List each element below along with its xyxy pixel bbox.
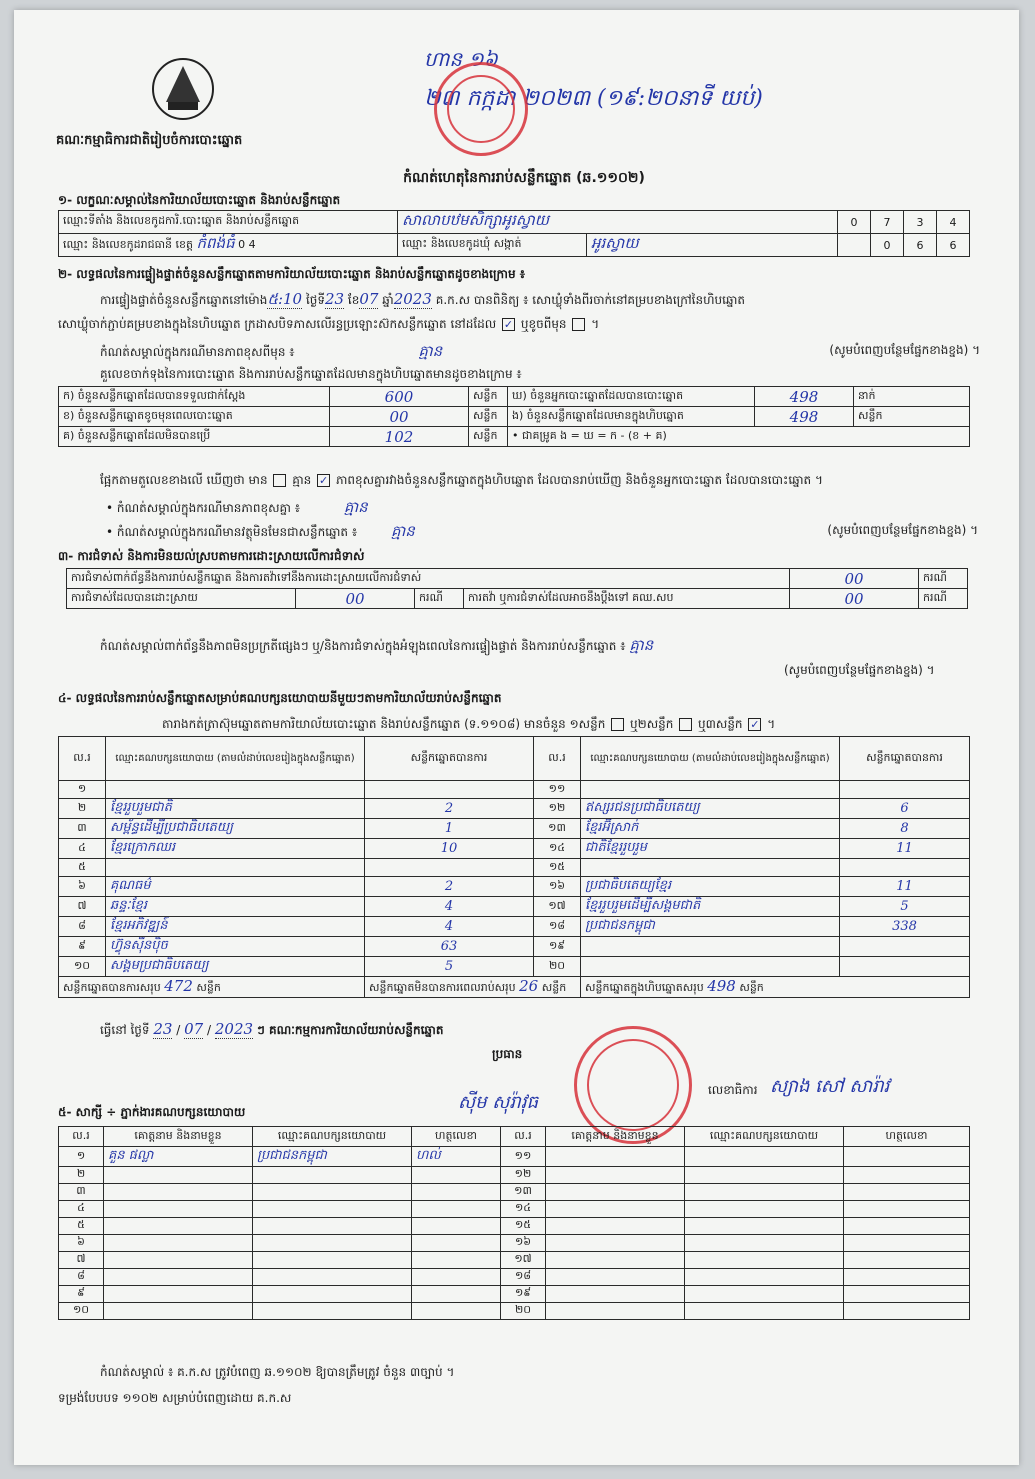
party-votes (840, 957, 970, 977)
total-valid: សន្លឹកឆ្នោតបានការសរុប 472 សន្លឹក (59, 977, 365, 998)
party-row (59, 877, 970, 897)
witness-signature (412, 1218, 501, 1235)
witness-name: គួន ផល្លា (104, 1147, 253, 1167)
witness-no: ១៥ (501, 1218, 546, 1235)
checkbox-damaged[interactable] (572, 318, 585, 331)
form-title: កំណត់ហេតុនៃការរាប់សន្លឹកឆ្នោត (ឆ.១១០២) (403, 170, 645, 186)
witness-party (685, 1286, 844, 1303)
witness-party (253, 1303, 412, 1320)
party-no: ៦ (59, 877, 106, 897)
witness-row (59, 1167, 970, 1184)
party-name: សង្គមប្រជាធិបតេយ្យ (106, 957, 365, 977)
party-votes: 338 (840, 917, 970, 937)
party-name: ឆន្ទៈខ្មែរ (106, 897, 365, 917)
party-no: ២ (59, 799, 106, 819)
witness-row (59, 1269, 970, 1286)
witness-party (253, 1252, 412, 1269)
handwritten-note-2: ២៣ កក្កដា ២០២៣ (១៩:២០នាទី យប់) (424, 86, 763, 111)
party-votes (840, 781, 970, 799)
witness-signature (844, 1167, 970, 1184)
witness-signature (412, 1201, 501, 1218)
witness-party (685, 1147, 844, 1167)
official-seal-top (434, 62, 528, 156)
witness-signature (412, 1286, 501, 1303)
party-no: ៤ (59, 839, 106, 859)
witness-name (104, 1167, 253, 1184)
witness-name (104, 1201, 253, 1218)
checkbox-has-diff[interactable] (273, 474, 286, 487)
party-name: ខ្មែររួបរួមជាតិ (106, 799, 365, 819)
party-votes: 5 (365, 957, 534, 977)
party-no: ១៥ (534, 859, 581, 877)
party-votes (840, 937, 970, 957)
party-no: ៧ (59, 897, 106, 917)
party-votes: 11 (840, 877, 970, 897)
witness-party (253, 1286, 412, 1303)
party-votes (365, 781, 534, 799)
witness-name (546, 1201, 685, 1218)
witness-party (253, 1167, 412, 1184)
party-no: ២០ (534, 957, 581, 977)
witness-name (546, 1147, 685, 1167)
section4-heading: ៤- លទ្ធផលនៃការរាប់សន្លឹកឆ្នោតសម្រាប់គណបក្សនយោបាយនីមួយៗតាមការិយាល័យរាប់សន្លឹកឆ្នោត (58, 691, 502, 705)
witness-name (546, 1184, 685, 1201)
witness-name (546, 1286, 685, 1303)
party-name: ខ្មែរអភិវឌ្ឍន៍ (106, 917, 365, 937)
verification-line: ការផ្ទៀងផ្ទាត់ចំនួនសន្លឹកឆ្នោតនៅម៉ោង៥:10 ថ្ងៃទី23 ខែ07 ឆ្នាំ2023 គ.ក.ស បានពិនិត្យ ៖ សោឃ្លុំទាំងពីរចាក់នៅគម្របខាងក្រៅនៃហិបឆ្នោត (100, 290, 746, 308)
checkbox-no-diff[interactable]: ✓ (319, 474, 329, 487)
location-label: ឈ្មោះទីតាំង និងលេខកូដការិ.បោះឆ្នោត និងរាប់សន្លឹកឆ្នោត (59, 211, 398, 234)
witness-name (546, 1303, 685, 1320)
section3-heading: ៣- ការជំទាស់ និងការមិនយល់ស្របតាមការដោះស្រាយលើការជំទាស់ (58, 549, 365, 563)
party-name: ប្រជាជនកម្ពុជា (581, 917, 840, 937)
witness-no: ៩ (59, 1286, 104, 1303)
section2-heading: ២- លទ្ធផលនៃការផ្ទៀងផ្ទាត់ចំនួនសន្លឹកឆ្នោតតាមការិយាល័យបោះឆ្នោត និងរាប់សន្លឹកឆ្នោតដូចខាងក្រោម ៖ (58, 267, 526, 281)
party-votes: 2 (365, 799, 534, 819)
lock-check-line: សោឃ្លុំចាក់ភ្ជាប់គម្របខាងក្នុងនៃហិបឆ្នោត ក្រដាសបិទភាសលើរន្ធប្រឡោះស៊កសន្លឹកឆ្នោត នៅដដែល ✓ ឬខូចពីមុន ។ (58, 317, 600, 331)
party-name (106, 781, 365, 799)
witness-name (546, 1269, 685, 1286)
location-code-3: 3 (904, 211, 937, 234)
party-name: ខ្មែររួបរួមដើម្បីសង្គមជាតិ (581, 897, 840, 917)
witness-signature (844, 1235, 970, 1252)
party-name: គុណធម៌ (106, 877, 365, 897)
irregularity-note: កំណត់សម្គាល់ពាក់ព័ន្ធនឹងភាពមិនប្រក្រតីផ្សេងៗ ឬ/និងការជំទាស់ក្នុងអំឡុងពេលនៃការផ្ទៀងផ្ទាត់ និងការរាប់សន្លឹកឆ្នោត ៖ គ្មាន (100, 636, 654, 654)
party-row (59, 957, 970, 977)
party-row (59, 781, 970, 799)
witness-no: ៨ (59, 1269, 104, 1286)
witness-party (685, 1235, 844, 1252)
section5-heading: ៥- សាក្សី ÷ ភ្នាក់ងារគណបក្សនយោបាយ (58, 1105, 246, 1119)
witness-signature (412, 1184, 501, 1201)
party-votes: 63 (365, 937, 534, 957)
witness-row (59, 1235, 970, 1252)
witness-party (685, 1167, 844, 1184)
commune-label: ឈ្មោះ និងលេខកូដឃុំ សង្កាត់ (398, 234, 587, 257)
witness-party (685, 1303, 844, 1320)
party-no: ១៩ (534, 937, 581, 957)
province-label: ឈ្មោះ និងលេខកូដរាជធានី ខេត្ត កំពង់ធំ 0 4 (59, 234, 398, 257)
witness-party (685, 1269, 844, 1286)
witness-signature (844, 1147, 970, 1167)
witness-row (59, 1218, 970, 1235)
witness-name (546, 1252, 685, 1269)
witness-signature (844, 1269, 970, 1286)
discrepancy-check: ផ្អែកតាមតួលេខខាងលើ ឃើញថា មាន គ្មាន ✓ ភាពខុសគ្នារវាងចំនួនសន្លឹកឆ្នោតក្នុងហិបឆ្នោត ដែលបានរាប់ឃើញ និងចំនួនអ្នកបោះឆ្នោត ដែលបានបោះឆ្នោត ។ (100, 473, 823, 487)
handwritten-note-1: ហាន ១៦ (424, 47, 498, 71)
party-row (59, 937, 970, 957)
party-name: ជាតិខ្មែររួបរួម (581, 839, 840, 859)
party-votes: 5 (840, 897, 970, 917)
witness-no: ៤ (59, 1201, 104, 1218)
section1-table: ឈ្មោះទីតាំង និងលេខកូដការិ.បោះឆ្នោត និងរាប់សន្លឹកឆ្នោត សាលាបឋមសិក្សាអូរស្វាយ 0 7 3 4 ឈ្មោះ និងលេខកូដរាជធានី ខេត្ត កំពង់ធំ 0 4 ឈ្មោះ និងលេខកូដឃុំ សង្កាត់ អូរស្វាយ 0 6 6 (58, 210, 970, 257)
total-in-box: សន្លឹកឆ្នោតក្នុងហិបឆ្នោតសរុប 498 សន្លឹក (581, 977, 970, 998)
count-row: ក) ចំនួនសន្លឹកឆ្នោតដែលបានទទួលជាក់ស្ដែង 600 សន្លឹក ឃ) ចំនួនអ្នកបោះឆ្នោតដែលបានបោះឆ្នោត 498 នាក់ (59, 387, 970, 407)
witness-signature (412, 1235, 501, 1252)
witness-no: ៧ (59, 1252, 104, 1269)
party-votes (840, 859, 970, 877)
party-name: ហ៊្វុនស៊ីនប៉ិច (106, 937, 365, 957)
party-name (581, 781, 840, 799)
party-no: ១៤ (534, 839, 581, 859)
section1-heading: ១- លក្ខណៈសម្គាល់នៃការិយាល័យបោះឆ្នោត និងរាប់សន្លឹកឆ្នោត (58, 193, 341, 207)
witness-party (685, 1218, 844, 1235)
witness-no: ១៤ (501, 1201, 546, 1218)
witness-no: ១៨ (501, 1269, 546, 1286)
party-name (106, 859, 365, 877)
party-votes: 4 (365, 897, 534, 917)
witness-no: ១៩ (501, 1286, 546, 1303)
party-votes: 4 (365, 917, 534, 937)
witness-name (546, 1235, 685, 1252)
witness-party (253, 1269, 412, 1286)
witness-no: ១០ (59, 1303, 104, 1320)
witness-name (104, 1235, 253, 1252)
party-no: ១៣ (534, 819, 581, 839)
witness-name (104, 1218, 253, 1235)
party-no: ៣ (59, 819, 106, 839)
party-row (59, 819, 970, 839)
witness-no: ៣ (59, 1184, 104, 1201)
witness-name (104, 1184, 253, 1201)
count-row: គ) ចំនួនសន្លឹកឆ្នោតដែលមិនបានប្រើ 102 សន្លឹក • ជាគម្រូគ ង = ឃ = ក - (ខ + គ) (59, 427, 970, 447)
location-code-2: 7 (871, 211, 904, 234)
witness-row (59, 1286, 970, 1303)
witness-signature (844, 1286, 970, 1303)
count-table (58, 386, 970, 447)
org-name: គណៈកម្មាធិការជាតិរៀបចំការបោះឆ្នោត (56, 133, 243, 148)
witness-name (104, 1303, 253, 1320)
party-no: ១០ (59, 957, 106, 977)
witness-party (685, 1252, 844, 1269)
witness-party (253, 1218, 412, 1235)
witness-signature (844, 1303, 970, 1320)
party-name: ប្រជាធិបតេយ្យខ្មែរ (581, 877, 840, 897)
witness-no: ១១ (501, 1147, 546, 1167)
party-row (59, 897, 970, 917)
party-votes: 11 (840, 839, 970, 859)
party-name: ខ្មែរក្រោកឈរ (106, 839, 365, 859)
witness-no: ១២ (501, 1167, 546, 1184)
chair-signature: ស៊ីម សុរ៉ាវុធ (458, 1092, 538, 1113)
party-row (59, 917, 970, 937)
party-no: ៩ (59, 937, 106, 957)
witness-no: ២០ (501, 1303, 546, 1320)
signing-date: ធ្វើនៅ ថ្ងៃទី 23 / 07 / 2023 ៗ គណៈកម្មការការិយាល័យរាប់សន្លឹកឆ្នោត (100, 1020, 444, 1038)
witness-no: ៦ (59, 1235, 104, 1252)
party-no: ៨ (59, 917, 106, 937)
witness-party (253, 1235, 412, 1252)
witness-party: ប្រជាជនកម្ពុជា (253, 1147, 412, 1167)
witness-signature (844, 1201, 970, 1218)
witness-name (546, 1218, 685, 1235)
witness-signature (412, 1269, 501, 1286)
party-no: ១ (59, 781, 106, 799)
objection-table: ការជំទាស់ពាក់ព័ន្ធនឹងការរាប់សន្លឹកឆ្នោត និងការតវ៉ាទៅនឹងការដោះស្រាយលើការជំទាស់ 00 ករណី ការជំទាស់ដែលបានដោះស្រាយ 00 ករណី ការតវ៉ា ឬការជំទាស់ដែលអាចនឹងប្ដឹងទៅ គឈ.សប 00 ករណី (66, 568, 968, 609)
party-row (59, 799, 970, 819)
witness-no: ១៧ (501, 1252, 546, 1269)
witness-signature (412, 1252, 501, 1269)
witness-signature (412, 1167, 501, 1184)
emblem-icon (146, 52, 220, 126)
form-footer: ទម្រង់បែបបទ ១១០២ សម្រាប់បំពេញដោយ គ.ក.ស (58, 1391, 292, 1405)
location-code-4: 4 (937, 211, 970, 234)
witness-row (59, 1303, 970, 1320)
witness-party (253, 1201, 412, 1218)
witness-name (104, 1269, 253, 1286)
party-votes: 10 (365, 839, 534, 859)
witness-name (104, 1286, 253, 1303)
count-intro: គួលេខចាក់ទុងនៃការបោះឆ្នោត និងការរាប់សន្លឹកឆ្នោតដែលមានក្នុងហិបឆ្នោតមានដូចខាងក្រោម ៖ (100, 367, 522, 381)
witness-signature (844, 1184, 970, 1201)
party-votes (365, 859, 534, 877)
location-value: សាលាបឋមសិក្សាអូរស្វាយ (398, 211, 838, 234)
party-no: ១៦ (534, 877, 581, 897)
witness-party (685, 1184, 844, 1201)
witness-no: ១៦ (501, 1235, 546, 1252)
party-name (581, 859, 840, 877)
difference-note: កំណត់សម្គាល់ក្នុងករណីមានភាពខុសពីមុន ៖ គ្មាន (សូមបំពេញបន្ថែមផ្នែកខាងខ្នង) ។ (100, 342, 980, 360)
party-name (581, 957, 840, 977)
ballot-count-report: គណៈកម្មាធិការជាតិរៀបចំការបោះឆ្នោត ហាន ១៦ ២៣ កក្កដា ២០២៣ (១៩:២០នាទី យប់) កំណត់ហេតុនៃការរាប់សន្លឹកឆ្នោត (ឆ.១១០២) ១- លក្ខណៈសម្គាល់នៃការិយាល័យបោះឆ្នោត និងរាប់សន្លឹកឆ្នោត ឈ្មោះទីតាំង និងលេខកូដការិ.បោះឆ្នោត និងរាប់សន្លឹកឆ្នោត សាលាបឋមសិក្សាអូរស្វាយ 0 7 3 4 ឈ្មោះ និងលេខកូដរាជធានី ខេត្ត កំពង់ធំ 0 4 ឈ្មោះ និងលេខកូដឃុំ សង្កាត់ អូរស្វាយ 0 6 6 ២- លទ្ធផលនៃការផ្ទៀងផ្ទាត់ចំនួនសន្លឹកឆ្នោតតាមការិយាល័យបោះឆ្នោត និងរាប់សន្លឹកឆ្នោតដូចខាងក្រោម ៖ ការផ្ទៀងផ្ទាត់ចំនួនសន្លឹកឆ្នោតនៅម៉ោង៥:10 ថ្ងៃទី23 ខែ07 ឆ្នាំ2023 គ.ក.ស បានពិនិត្យ ៖ សោឃ្លុំទាំងពីរចាក់នៅគម្របខាងក្រៅនៃហិបឆ្នោត សោឃ្លុំចាក់ភ្ជាប់គម្របខាងក្នុងនៃហិបឆ្នោត ក្រដាសបិទភាសលើរន្ធប្រឡោះស៊កសន្លឹកឆ្នោត នៅដដែល ✓ ឬខូចពីមុន ។ កំណត់សម្គាល់ក្នុងករណីមានភាពខុសពីមុន ៖ គ្មាន (សូមបំពេញបន្ថែមផ្នែកខាងខ្នង) ។ គួលេខចាក់ទុងនៃការបោះឆ្នោត និងការរាប់សន្លឹកឆ្នោតដែលមានក្នុងហិបឆ្នោតមានដូចខាងក្រោម ៖ ក) ចំនួនសន្លឹកឆ្នោតដែលបានទទួលជាក់ស្ដែង 600 សន្លឹក ឃ) ចំនួនអ្នកបោះឆ្នោតដែលបានបោះឆ្នោត 498 នាក់ ខ) ចំនួនសន្លឹកឆ្នោតខូចមុនពេលបោះឆ្នោត 00 សន្លឹក ង) ចំនួនសន្លឹកឆ្នោតដែលមានក្នុងហិបឆ្នោត 498 សន្លឹក គ) ចំនួនសន្លឹកឆ្នោតដែលមិនបានប្រើ 102 សន្លឹក • ជាគម្រូគ ង = ឃ = ក - (ខ + គ) ផ្អែកតាមតួលេខខាងលើ ឃើញថា មាន គ្មាន ✓ ភាពខុសគ្នារវាងចំនួនសន្លឹកឆ្នោតក្នុងហិបឆ្នោត ដែលបានរាប់ឃើញ និងចំនួនអ្នកបោះឆ្នោត ដែលបានបោះឆ្នោត ។ • កំណត់សម្គាល់ក្នុងករណីមានភាពខុសគ្នា ៖ គ្មាន • កំណត់សម្គាល់ក្នុងករណីមានវត្ថុមិនមែនជាសន្លឹកឆ្នោត ៖ គ្មាន (សូមបំពេញបន្ថែមផ្នែកខាងខ្នង) ។ ៣- ការជំទាស់ និងការមិនយល់ស្របតាមការដោះស្រាយលើការជំទាស់ ការជំទាស់ពាក់ព័ន្ធនឹងការរាប់សន្លឹកឆ្នោត និងការតវ៉ាទៅនឹងការដោះស្រាយលើការជំទាស់ 00 ករណី ការជំទាស់ដែលបានដោះស្រាយ 00 ករណី ការតវ៉ា ឬការជំទាស់ដែលអាចនឹងប្ដឹងទៅ គឈ.សប 00 ករណី កំណត់សម្គាល់ពាក់ព័ន្ធនឹងភាពមិនប្រក្រតីផ្សេងៗ ឬ/និងការជំទាស់ក្នុងអំឡុងពេលនៃការផ្ទៀងផ្ទាត់ និងការរាប់សន្លឹកឆ្នោត ៖ គ្មាន (សូមបំពេញបន្ថែមផ្នែកខាងខ្នង) ។ ៤- លទ្ធផលនៃការរាប់សន្លឹកឆ្នោតសម្រាប់គណបក្សនយោបាយនីមួយៗតាមការិយាល័យរាប់សន្លឹកឆ្នោត តារាងកត់ត្រាស៊ុមឆ្នោតតាមការិយាល័យបោះឆ្នោត និងរាប់សន្លឹកឆ្នោត (ទ.១១០៨) មានចំនួន ១សន្លឹក ឬ២សន្លឹក ឬ៣សន្លឹក ✓ ។ ល.រ ឈ្មោះគណបក្សនយោបាយ (តាមលំដាប់លេខរៀងក្នុងសន្លឹកឆ្នោត) សន្លឹកឆ្នោតបានការ ល.រ ឈ្មោះគណបក្សនយោបាយ (តាមលំដាប់លេខរៀងក្នុងសន្លឹកឆ្នោត) សន្លឹកឆ្នោតបានការ ១ ១១ ២ ខ្មែររួបរួមជាតិ 2 ១២ ឥស្សរជនប្រជាធិបតេយ្យ 6 ៣ សម្ព័ន្ធដើម្បីប្រជាធិបតេយ្យ 1 ១៣ ខ្មែរអ៊ីស្រាក់ 8 ៤ ខ្មែរក្រោកឈរ 10 ១៤ ជាតិខ្មែររួបរួម 11 ៥ ១៥ ៦ គុណធម៌ 2 ១៦ ប្រជាធិបតេយ្យខ្មែរ 11 ៧ ឆន្ទៈខ្មែរ 4 ១៧ ខ្មែររួបរួមដើម្បីសង្គមជាតិ 5 ៨ ខ្មែរអភិវឌ្ឍន៍ 4 ១៨ ប្រជាជនកម្ពុជា 338 ៩ ហ៊្វុនស៊ីនប៉ិច 63 ១៩ ១០ សង្គមប្រជាធិបតេយ្យ 5 ២០ សន្លឹកឆ្នោតបានការសរុប 472 សន្លឹក សន្លឹកឆ្នោតមិនបានការពេលរាប់សរុប 26 សន្លឹក សន្លឹកឆ្នោតក្នុងហិបឆ្នោតសរុប 498 សន្លឹក ធ្វើនៅ ថ្ងៃទី 23 / 07 / 2023 ៗ គណៈកម្មការការិយាល័យរាប់សន្លឹកឆ្នោត ប្រធាន ស៊ីម សុរ៉ាវុធ លេខាធិការ ស្យាង សៅ សារ៉ាវ ៥- សាក្សី ÷ ភ្នាក់ងារគណបក្សនយោបាយ ល.រ គោត្តនាម និងនាមខ្លួន ឈ្មោះគណបក្សនយោបាយ ហត្ថលេខា ល.រ គោត្តនាម និងនាមខ្លួន ឈ្មោះគណបក្សនយោបាយ ហត្ថលេខា ១ គួន ផល្លា ប្រជាជនកម្ពុជា ហល់ ១១ ២ ១២ ៣ ១៣ ៤ ១៤ ៥ ១៥ ៦ ១៦ ៧ ១៧ ៨ ១៨ ៩ ១៩ ១០ ២០ កំណត់សម្គាល់ ៖ គ.ក.ស ត្រូវបំពេញ ឆ.១១០២ ឱ្យបានត្រឹមត្រូវ ចំនួន ៣ច្បាប់ ។ ទម្រង់បែបបទ ១១០២ សម្រាប់បំពេញដោយ គ.ក.ស (14, 10, 1019, 1465)
party-name: សម្ព័ន្ធដើម្បីប្រជាធិបតេយ្យ (106, 819, 365, 839)
party-votes: 1 (365, 819, 534, 839)
witness-no: ២ (59, 1167, 104, 1184)
count-row: ខ) ចំនួនសន្លឹកឆ្នោតខូចមុនពេលបោះឆ្នោត 00 សន្លឹក ង) ចំនួនសន្លឹកឆ្នោតដែលមានក្នុងហិបឆ្នោត 498 សន្លឹក (59, 407, 970, 427)
witness-party (253, 1184, 412, 1201)
party-votes: 6 (840, 799, 970, 819)
party-name: ខ្មែរអ៊ីស្រាក់ (581, 819, 840, 839)
witness-name (104, 1252, 253, 1269)
location-code-1: 0 (838, 211, 871, 234)
party-results-table: ល.រ ឈ្មោះគណបក្សនយោបាយ (តាមលំដាប់លេខរៀងក្នុងសន្លឹកឆ្នោត) សន្លឹកឆ្នោតបានការ ល.រ ឈ្មោះគណបក្សនយោបាយ (តាមលំដាប់លេខរៀងក្នុងសន្លឹកឆ្នោត) សន្លឹកឆ្នោតបានការ ១ ១១ ២ ខ្មែររួបរួមជាតិ 2 ១២ ឥស្សរជនប្រជាធិបតេយ្យ 6 ៣ សម្ព័ន្ធដើម្បីប្រជាធិបតេយ្យ 1 ១៣ ខ្មែរអ៊ីស្រាក់ 8 ៤ ខ្មែរក្រោកឈរ 10 ១៤ ជាតិខ្មែររួបរួម 11 ៥ ១៥ ៦ គុណធម៌ 2 ១៦ ប្រជាធិបតេយ្យខ្មែរ 11 ៧ ឆន្ទៈខ្មែរ 4 ១៧ ខ្មែររួបរួមដើម្បីសង្គមជាតិ 5 ៨ ខ្មែរអភិវឌ្ឍន៍ 4 ១៨ ប្រជាជនកម្ពុជា 338 ៩ ហ៊្វុនស៊ីនប៉ិច 63 ១៩ ១០ សង្គមប្រជាធិបតេយ្យ 5 ២០ សន្លឹកឆ្នោតបានការសរុប 472 សន្លឹក សន្លឹកឆ្នោតមិនបានការពេលរាប់សរុប 26 សន្លឹក សន្លឹកឆ្នោតក្នុងហិបឆ្នោតសរុប 498 សន្លឹក (58, 736, 970, 998)
tally-sheet-count: តារាងកត់ត្រាស៊ុមឆ្នោតតាមការិយាល័យបោះឆ្នោត និងរាប់សន្លឹកឆ្នោត (ទ.១១០៨) មានចំនួន ១សន្លឹក ឬ២សន្លឹក ឬ៣សន្លឹក ✓ ។ (162, 717, 776, 731)
chair-label: ប្រធាន (492, 1047, 523, 1061)
checkbox-intact[interactable]: ✓ (503, 318, 514, 331)
party-no: ១១ (534, 781, 581, 799)
party-row (59, 859, 970, 877)
footnote: កំណត់សម្គាល់ ៖ គ.ក.ស ត្រូវបំពេញ ឆ.១១០២ ឱ្យបានត្រឹមត្រូវ ចំនួន ៣ច្បាប់ ។ (100, 1365, 455, 1379)
witness-party (685, 1201, 844, 1218)
note-difference: • កំណត់សម្គាល់ក្នុងករណីមានភាពខុសគ្នា ៖ គ្មាន (106, 498, 368, 516)
witness-signature (412, 1303, 501, 1320)
party-votes: 8 (840, 819, 970, 839)
witness-no: ៥ (59, 1218, 104, 1235)
party-name (581, 937, 840, 957)
witness-signature (844, 1252, 970, 1269)
witness-signature (844, 1218, 970, 1235)
witness-table: ល.រ គោត្តនាម និងនាមខ្លួន ឈ្មោះគណបក្សនយោបាយ ហត្ថលេខា ល.រ គោត្តនាម និងនាមខ្លួន ឈ្មោះគណបក្សនយោបាយ ហត្ថលេខា ១ គួន ផល្លា ប្រជាជនកម្ពុជា ហល់ ១១ ២ ១២ ៣ ១៣ ៤ ១៤ ៥ ១៥ ៦ ១៦ ៧ ១៧ ៨ ១៨ ៩ ១៩ ១០ ២០ (58, 1126, 970, 1320)
party-no: ១២ (534, 799, 581, 819)
witness-row (59, 1201, 970, 1218)
party-no: ១៧ (534, 897, 581, 917)
witness-name (546, 1167, 685, 1184)
witness-no: ១៣ (501, 1184, 546, 1201)
party-votes: 2 (365, 877, 534, 897)
party-no: ១៨ (534, 917, 581, 937)
total-invalid: សន្លឹកឆ្នោតមិនបានការពេលរាប់សរុប 26 សន្លឹក (365, 977, 581, 998)
secretary-label: លេខាធិការ (708, 1083, 758, 1097)
witness-row (59, 1184, 970, 1201)
commune-value: អូរស្វាយ (587, 234, 838, 257)
party-name: ឥស្សរជនប្រជាធិបតេយ្យ (581, 799, 840, 819)
party-no: ៥ (59, 859, 106, 877)
witness-signature: ហល់ (412, 1147, 501, 1167)
witness-no: ១ (59, 1147, 104, 1167)
party-row (59, 839, 970, 859)
witness-row (59, 1147, 970, 1167)
note-non-ballot: • កំណត់សម្គាល់ក្នុងករណីមានវត្ថុមិនមែនជាសន្លឹកឆ្នោត ៖ គ្មាន (សូមបំពេញបន្ថែមផ្នែកខាងខ្នង) ។ (106, 522, 978, 540)
secretary-signature: ស្យាង សៅ សារ៉ាវ (770, 1076, 890, 1097)
witness-row (59, 1252, 970, 1269)
